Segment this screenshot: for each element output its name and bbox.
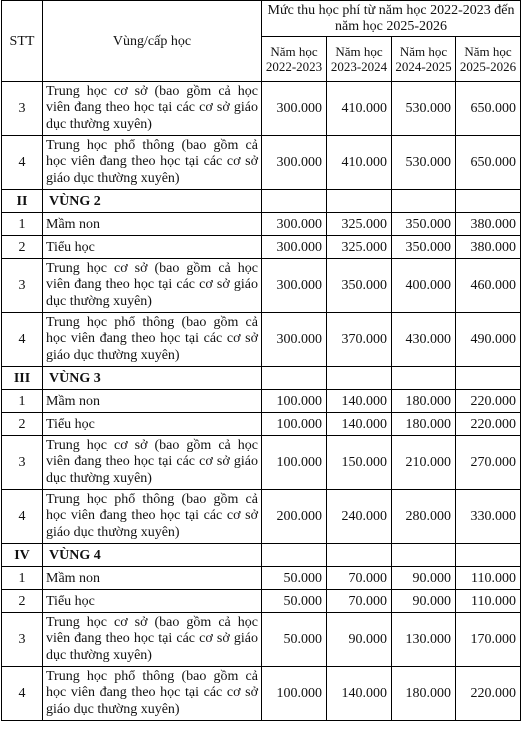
fee-value: 100.000 (262, 667, 327, 721)
fee-value: 150.000 (327, 436, 392, 490)
level-name: Trung học phổ thông (bao gồm cả học viên đang theo học tại các cơ sở giáo dục thường xuyên) (43, 313, 262, 367)
year-header: Năm học 2024-2025 (392, 37, 456, 82)
stt-cell: IV (2, 544, 43, 567)
stt-cell: 2 (2, 590, 43, 613)
fee-group-header: Mức thu học phí từ năm học 2022-2023 đến năm học 2025-2026 (262, 1, 521, 37)
table-row (2, 259, 521, 313)
fee-value (262, 544, 327, 567)
stt-cell: 1 (2, 390, 43, 413)
year-header: Năm học 2025-2026 (456, 37, 521, 82)
table-row (2, 313, 521, 367)
stt-cell: 4 (2, 136, 43, 190)
fee-value: 530.000 (392, 82, 456, 136)
fee-value (327, 367, 392, 390)
fee-value: 140.000 (327, 413, 392, 436)
level-name: Tiểu học (43, 413, 262, 436)
fee-value: 100.000 (262, 413, 327, 436)
fee-value: 270.000 (456, 436, 521, 490)
fee-value: 650.000 (456, 82, 521, 136)
level-name: Trung học cơ sở (bao gồm cả học viên đang theo học tại các cơ sở giáo dục thường xuyên) (43, 436, 262, 490)
fee-value (392, 544, 456, 567)
year-header: Năm học 2023-2024 (327, 37, 392, 82)
fee-value (392, 190, 456, 213)
fee-value: 50.000 (262, 613, 327, 667)
level-name: Tiểu học (43, 590, 262, 613)
table-row (2, 590, 521, 613)
table-row (2, 236, 521, 259)
section-row (2, 190, 521, 213)
fee-value: 90.000 (392, 590, 456, 613)
fee-value: 90.000 (392, 567, 456, 590)
fee-value: 325.000 (327, 213, 392, 236)
fee-value: 140.000 (327, 390, 392, 413)
fee-value: 300.000 (262, 136, 327, 190)
fee-value (262, 367, 327, 390)
table-row (2, 213, 521, 236)
section-row (2, 544, 521, 567)
fee-value: 70.000 (327, 567, 392, 590)
fee-value: 170.000 (456, 613, 521, 667)
stt-cell: 3 (2, 613, 43, 667)
level-name: Trung học phổ thông (bao gồm cả học viên đang theo học tại các cơ sở giáo dục thường xuyên) (43, 490, 262, 544)
level-name: Trung học cơ sở (bao gồm cả học viên đang theo học tại các cơ sở giáo dục thường xuyên) (43, 259, 262, 313)
fee-value: 300.000 (262, 236, 327, 259)
table-row (2, 82, 521, 136)
stt-cell: III (2, 367, 43, 390)
stt-cell: 4 (2, 490, 43, 544)
fee-value: 650.000 (456, 136, 521, 190)
region-title: VÙNG 2 (43, 190, 262, 213)
fee-value: 490.000 (456, 313, 521, 367)
region-title: VÙNG 3 (43, 367, 262, 390)
level-name: Mầm non (43, 390, 262, 413)
fee-value: 130.000 (392, 613, 456, 667)
fee-value: 210.000 (392, 436, 456, 490)
fee-value: 100.000 (262, 436, 327, 490)
fee-value: 530.000 (392, 136, 456, 190)
fee-value (327, 190, 392, 213)
fee-value: 400.000 (392, 259, 456, 313)
level-name: Trung học cơ sở (bao gồm cả học viên đang theo học tại các cơ sở giáo dục thường xuyên) (43, 613, 262, 667)
fee-value: 410.000 (327, 82, 392, 136)
table-header (2, 1, 521, 82)
table-row (2, 136, 521, 190)
fee-value: 50.000 (262, 590, 327, 613)
region-header: Vùng/cấp học (43, 1, 262, 82)
stt-header: STT (2, 1, 43, 82)
fee-value: 300.000 (262, 313, 327, 367)
table-body (2, 82, 521, 721)
fee-value: 300.000 (262, 259, 327, 313)
level-name: Tiểu học (43, 236, 262, 259)
fee-value: 380.000 (456, 236, 521, 259)
region-title: VÙNG 4 (43, 544, 262, 567)
stt-cell: 1 (2, 567, 43, 590)
fee-value: 430.000 (392, 313, 456, 367)
table-row (2, 436, 521, 490)
table-row (2, 667, 521, 721)
fee-value (262, 190, 327, 213)
fee-value: 460.000 (456, 259, 521, 313)
section-row (2, 367, 521, 390)
level-name: Mầm non (43, 213, 262, 236)
fee-value (456, 544, 521, 567)
fee-value: 220.000 (456, 390, 521, 413)
fee-value: 370.000 (327, 313, 392, 367)
fee-value: 200.000 (262, 490, 327, 544)
fee-value: 110.000 (456, 567, 521, 590)
fee-value (392, 367, 456, 390)
fee-value: 280.000 (392, 490, 456, 544)
stt-cell: 3 (2, 436, 43, 490)
fee-value: 50.000 (262, 567, 327, 590)
fee-value: 410.000 (327, 136, 392, 190)
stt-cell: II (2, 190, 43, 213)
stt-cell: 3 (2, 82, 43, 136)
fee-value: 220.000 (456, 413, 521, 436)
stt-cell: 2 (2, 236, 43, 259)
fee-value: 220.000 (456, 667, 521, 721)
fee-value: 350.000 (392, 213, 456, 236)
table-row (2, 413, 521, 436)
fee-value: 350.000 (327, 259, 392, 313)
fee-value: 70.000 (327, 590, 392, 613)
fee-value: 330.000 (456, 490, 521, 544)
fee-value: 380.000 (456, 213, 521, 236)
stt-cell: 2 (2, 413, 43, 436)
fee-value (456, 367, 521, 390)
level-name: Trung học phổ thông (bao gồm cả học viên đang theo học tại các cơ sở giáo dục thường xuyên) (43, 136, 262, 190)
fee-value: 110.000 (456, 590, 521, 613)
fee-value: 350.000 (392, 236, 456, 259)
fee-value: 180.000 (392, 390, 456, 413)
year-header: Năm học 2022-2023 (262, 37, 327, 82)
fee-value: 300.000 (262, 82, 327, 136)
fee-value: 300.000 (262, 213, 327, 236)
fee-value: 180.000 (392, 667, 456, 721)
level-name: Trung học phổ thông (bao gồm cả học viên đang theo học tại các cơ sở giáo dục thường xuyên) (43, 667, 262, 721)
fee-value: 90.000 (327, 613, 392, 667)
table-row (2, 613, 521, 667)
fee-value: 180.000 (392, 413, 456, 436)
table-row (2, 390, 521, 413)
table-row (2, 490, 521, 544)
level-name: Trung học cơ sở (bao gồm cả học viên đang theo học tại các cơ sở giáo dục thường xuyên) (43, 82, 262, 136)
table-row (2, 567, 521, 590)
fee-value: 325.000 (327, 236, 392, 259)
stt-cell: 1 (2, 213, 43, 236)
stt-cell: 4 (2, 313, 43, 367)
fee-value: 100.000 (262, 390, 327, 413)
fee-value: 140.000 (327, 667, 392, 721)
fee-value (456, 190, 521, 213)
fee-value (327, 544, 392, 567)
stt-cell: 3 (2, 259, 43, 313)
tuition-fee-table (1, 0, 521, 721)
level-name: Mầm non (43, 567, 262, 590)
stt-cell: 4 (2, 667, 43, 721)
fee-value: 240.000 (327, 490, 392, 544)
